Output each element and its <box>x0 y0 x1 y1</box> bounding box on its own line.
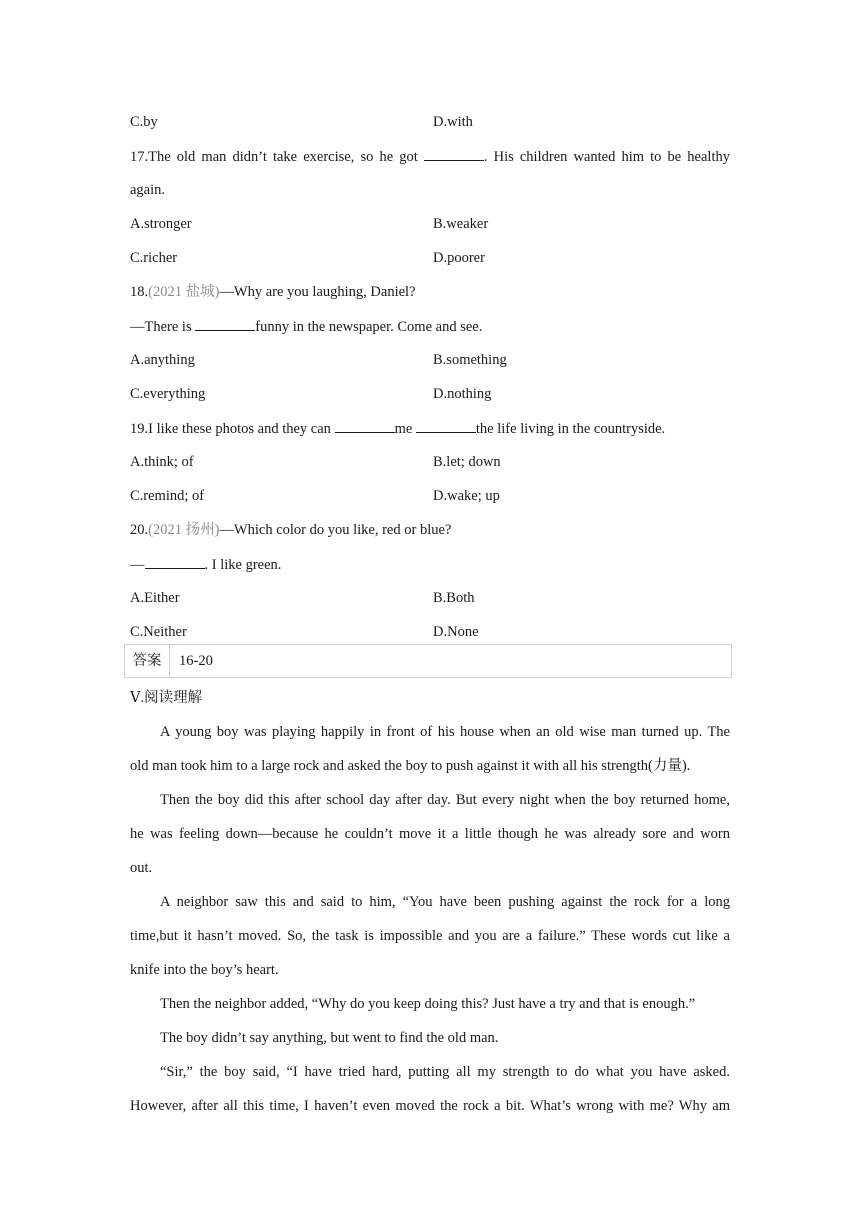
q17-option-c: C.richer <box>130 250 178 266</box>
answer-label: 答案 <box>125 645 170 677</box>
answer-blank[interactable] <box>335 418 395 433</box>
q19-option-d: D.wake; up <box>433 488 500 504</box>
q18-option-a: A.anything <box>130 352 195 368</box>
reading-p2-line2: he was feeling down—because he couldn’t move it a little though he was already sore and worn <box>130 826 730 842</box>
q18-option-b: B.something <box>433 352 507 368</box>
answer-blank[interactable] <box>195 316 255 331</box>
q20-stem: 20.(2021 扬州)—Which color do you like, red or blue? <box>130 522 452 538</box>
q18-source: (2021 盐城) <box>148 284 220 300</box>
q17-stem: 17.The old man didn’t take exercise, so he got . His children wanted him to be healthy <box>130 146 730 167</box>
reading-p3-line3: knife into the boy’s heart. <box>130 962 279 978</box>
q19-option-a: A.think; of <box>130 454 194 470</box>
reading-p4: Then the neighbor added, “Why do you keep doing this? Just have a try and that is enough.” <box>160 996 696 1012</box>
q20-option-c: C.Neither <box>130 624 187 640</box>
q19-stem: 19.I like these photos and they can me the life living in the countryside. <box>130 418 665 439</box>
section-title: Ⅴ.阅读理解 <box>130 690 203 706</box>
q17-option-b: B.weaker <box>433 216 489 232</box>
q18-reply: —There is funny in the newspaper. Come and see. <box>130 316 482 337</box>
q17-option-a: A.stronger <box>130 216 192 232</box>
reading-p1-line2: old man took him to a large rock and asked the boy to push against it with all his strength(力量). <box>130 758 691 774</box>
reading-p2-line1: Then the boy did this after school day after day. But every night when the boy returned home, <box>160 792 730 808</box>
q20-source: (2021 扬州) <box>148 522 220 538</box>
q20-reply: — . I like green. <box>130 554 281 575</box>
answer-blank[interactable] <box>416 418 476 433</box>
q19-option-b: B.let; down <box>433 454 501 470</box>
answer-value: 16-20 <box>179 653 213 669</box>
q18-option-c: C.everything <box>130 386 206 402</box>
q16-option-c: C.by <box>130 114 158 130</box>
q18-option-d: D.nothing <box>433 386 492 402</box>
reading-p6-line1: “Sir,” the boy said, “I have tried hard, putting all my strength to do what you have asked. <box>160 1064 730 1080</box>
reading-p3-line1: A neighbor saw this and said to him, “You have been pushing against the rock for a long <box>160 894 730 910</box>
q20-option-b: B.Both <box>433 590 475 606</box>
q20-option-a: A.Either <box>130 590 180 606</box>
answer-blank[interactable] <box>424 146 484 161</box>
q19-option-c: C.remind; of <box>130 488 205 504</box>
answer-box <box>124 644 732 678</box>
q20-option-d: D.None <box>433 624 479 640</box>
answer-blank[interactable] <box>145 554 205 569</box>
reading-p2-line3: out. <box>130 860 153 876</box>
reading-p1-line1: A young boy was playing happily in front of his house when an old wise man turned up. The <box>160 724 730 740</box>
reading-p5: The boy didn’t say anything, but went to find the old man. <box>160 1030 499 1046</box>
q16-option-d: D.with <box>433 114 473 130</box>
q17-option-d: D.poorer <box>433 250 485 266</box>
q18-stem: 18.(2021 盐城)—Why are you laughing, Daniel? <box>130 284 416 300</box>
q17-stem-cont: again. <box>130 182 166 198</box>
reading-p3-line2: time,but it hasn’t moved. So, the task is impossible and you are a failure.” These words cut like a <box>130 928 730 944</box>
reading-p6-line2: However, after all this time, I haven’t even moved the rock a bit. What’s wrong with me? Why am <box>130 1098 730 1114</box>
